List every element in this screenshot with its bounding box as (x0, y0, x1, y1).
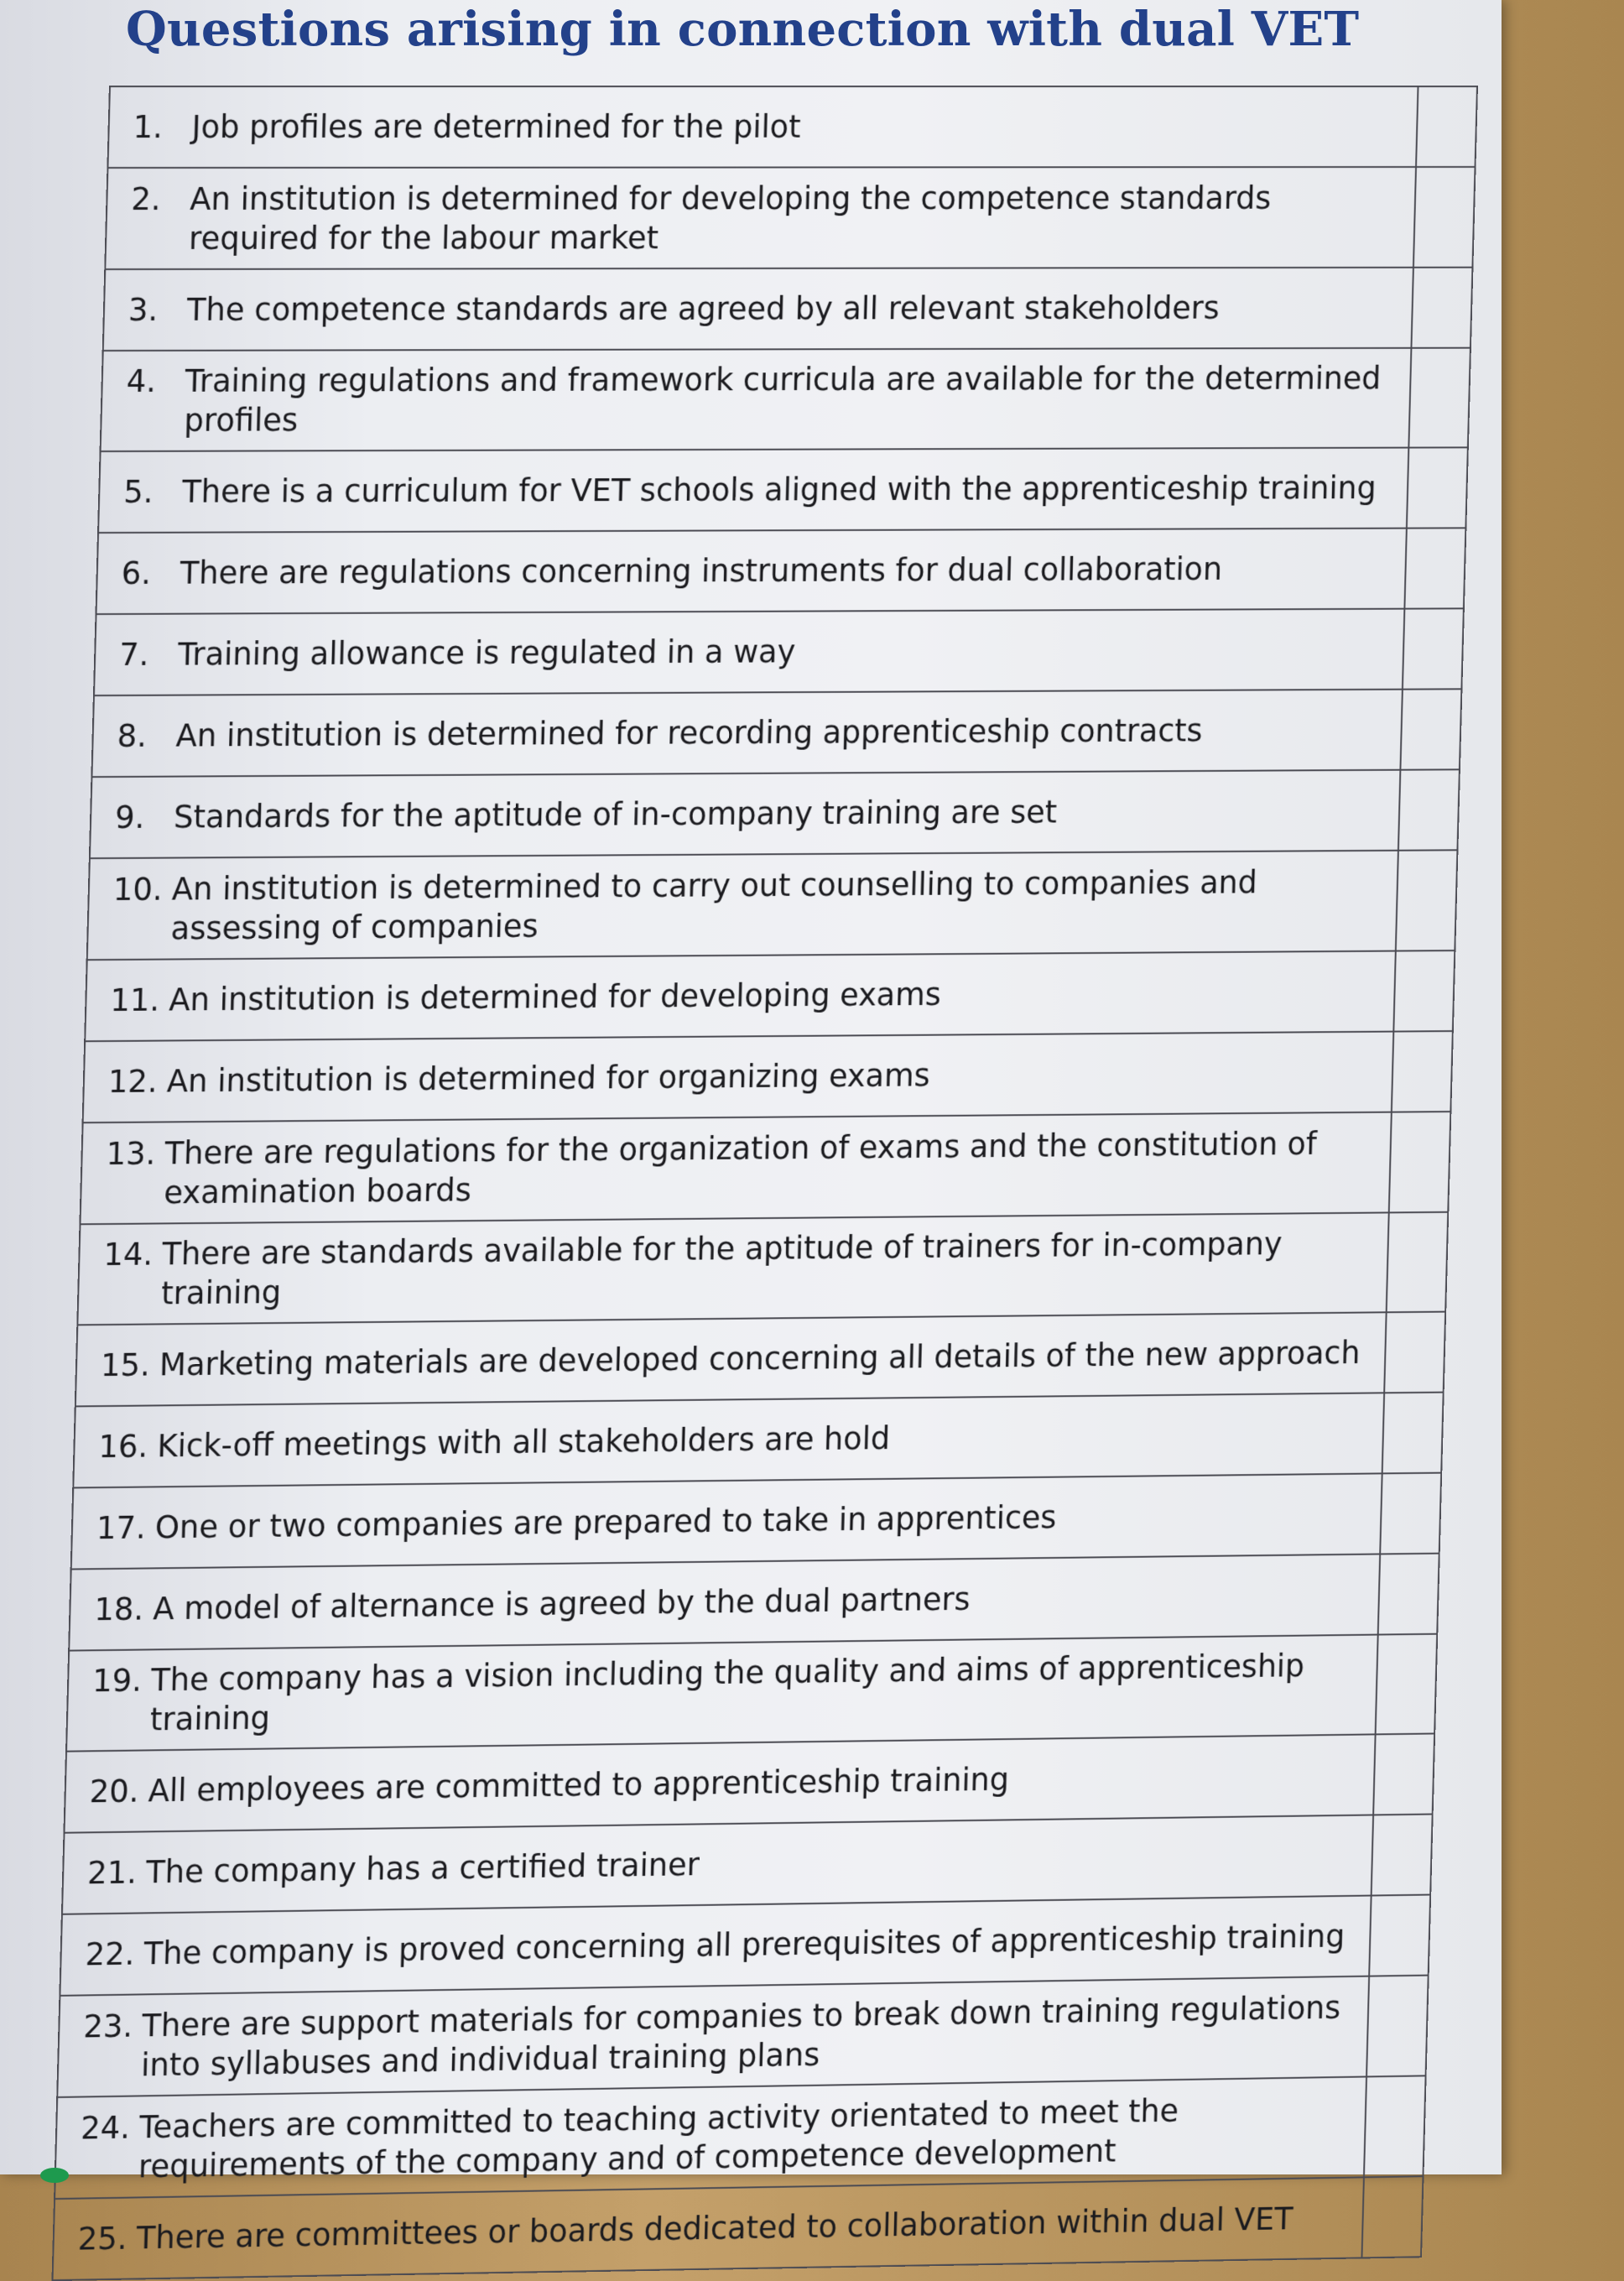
question-row (90, 769, 1460, 858)
question-text: Training regulations and framework curricula are available for the determined profiles (183, 360, 1382, 439)
question-content (94, 1575, 1362, 1629)
question-cell (101, 348, 1412, 451)
question-text: A model of alternance is agreed by the dual partners (152, 1581, 971, 1627)
question-text: There are support materials for companies to break down training regulations into syllabuses and individual training plans (140, 1989, 1341, 2083)
question-content (119, 629, 1387, 674)
question-cell (85, 951, 1396, 1042)
answer-checkbox-cell[interactable] (1387, 1212, 1449, 1312)
question-cell (66, 1635, 1378, 1752)
question-text: An institution is determined to carry out counselling to companies and assessing of companies (170, 864, 1258, 947)
answer-checkbox-cell[interactable] (1392, 1031, 1453, 1112)
green-pen-tip-icon (40, 2168, 69, 2183)
question-text: The company is proved concerning all prerequisites of apprenticeship training (143, 1918, 1346, 1972)
question-row (83, 1031, 1453, 1122)
question-cell (94, 609, 1404, 695)
question-content (115, 791, 1383, 837)
question-number: 18. (93, 1591, 144, 1628)
question-content (107, 1052, 1376, 1101)
question-number: 4. (126, 362, 157, 399)
question-content (105, 1123, 1374, 1212)
question-number: 22. (85, 1935, 136, 1973)
question-cell (71, 1473, 1382, 1569)
question-cell (107, 86, 1418, 168)
question-content (87, 1836, 1356, 1893)
question-text: Kick-off meetings with all stakeholders are hold (156, 1420, 891, 1465)
question-text: Marketing materials are developed concerning all details of the new approach (159, 1335, 1361, 1383)
question-number: 1. (133, 108, 164, 145)
question-cell (73, 1393, 1384, 1487)
question-number: 9. (114, 799, 146, 836)
answer-checkbox-cell[interactable] (1384, 1312, 1445, 1393)
question-number: 13. (106, 1135, 157, 1172)
question-cell (90, 770, 1401, 858)
question-text: There are regulations concerning instruments for dual collaboration (180, 551, 1223, 591)
question-text: There are standards available for the aptitude of trainers for in-company training (160, 1226, 1283, 1312)
question-content (133, 107, 1400, 147)
question-content (130, 178, 1399, 258)
question-content (121, 549, 1389, 593)
question-cell (98, 448, 1408, 533)
answer-checkbox-cell[interactable] (1378, 1554, 1439, 1635)
question-number: 21. (86, 1854, 138, 1892)
question-content (96, 1494, 1364, 1548)
question-content (128, 289, 1395, 330)
question-cell (96, 529, 1407, 614)
question-number: 24. (80, 2109, 131, 2147)
question-text: An institution is determined for developing exams (168, 976, 942, 1018)
question-row (80, 1112, 1450, 1224)
question-number: 16. (97, 1428, 148, 1466)
answer-checkbox-cell[interactable] (1398, 769, 1460, 850)
question-row (101, 348, 1470, 451)
answer-checkbox-cell[interactable] (1393, 950, 1455, 1032)
question-number: 2. (130, 180, 162, 217)
question-cell (91, 690, 1402, 777)
question-cell (75, 1312, 1387, 1406)
answer-checkbox-cell[interactable] (1411, 268, 1472, 348)
question-cell (80, 1112, 1391, 1225)
question-text: The company has a certified trainer (145, 1846, 700, 1891)
question-number: 11. (109, 982, 160, 1018)
question-text: One or two companies are prepared to take in apprentices (154, 1499, 1057, 1546)
question-content (98, 1414, 1366, 1466)
question-row (75, 1312, 1445, 1407)
question-number: 25. (77, 2220, 128, 2258)
question-text: Training allowance is regulated in a way (177, 633, 796, 673)
questions-table-wrapper (55, 86, 1478, 2258)
question-text: The competence standards are agreed by all relevant stakeholders (186, 289, 1221, 328)
question-text: Standards for the aptitude of in-company training are set (173, 794, 1058, 836)
question-row (105, 167, 1475, 269)
answer-checkbox-cell[interactable] (1400, 689, 1461, 769)
question-number: 17. (96, 1509, 147, 1547)
question-row (71, 1473, 1442, 1570)
answer-checkbox-cell[interactable] (1407, 447, 1468, 528)
question-number: 14. (102, 1236, 154, 1273)
answer-checkbox-cell[interactable] (1366, 1976, 1429, 2077)
question-number: 7. (118, 636, 150, 673)
question-cell (105, 167, 1416, 269)
question-content (102, 1224, 1372, 1315)
answer-checkbox-cell[interactable] (1413, 167, 1476, 268)
question-row (98, 447, 1468, 533)
answer-checkbox-cell[interactable] (1369, 1895, 1430, 1976)
question-text: An institution is determined for organizing exams (166, 1057, 931, 1100)
question-content (82, 1987, 1352, 2086)
question-number: 6. (121, 555, 152, 591)
question-content (79, 2088, 1349, 2187)
question-row (85, 950, 1455, 1041)
answer-checkbox-cell[interactable] (1372, 1814, 1433, 1895)
question-row (96, 528, 1466, 614)
question-content (110, 971, 1378, 1020)
question-text: Job profiles are determined for the pilot (191, 108, 802, 145)
question-number: 19. (91, 1662, 143, 1700)
question-row (91, 689, 1461, 777)
question-number: 10. (112, 871, 164, 908)
question-row (87, 850, 1458, 960)
question-number: 20. (89, 1773, 140, 1810)
question-number: 23. (82, 2008, 133, 2044)
question-number: 8. (117, 717, 148, 754)
question-text: Teachers are committed to teaching activity orientated to meet the requirements of the company and of competence development (138, 2092, 1179, 2185)
question-number: 5. (122, 473, 154, 510)
answer-checkbox-cell[interactable] (1361, 2176, 1423, 2258)
question-content (89, 1755, 1357, 1811)
question-row (66, 1634, 1437, 1752)
answer-checkbox-cell[interactable] (1416, 86, 1477, 167)
question-row (107, 86, 1477, 168)
question-cell (83, 1032, 1394, 1123)
question-row (94, 608, 1464, 695)
question-text: The company has a vision including the quality and aims of apprenticeship training (149, 1648, 1305, 1738)
answer-checkbox-cell[interactable] (1403, 608, 1464, 689)
answer-checkbox-cell[interactable] (1373, 1733, 1434, 1815)
question-text: There are committees or boards dedicated to collaboration within dual VET (136, 2200, 1293, 2257)
question-number: 3. (128, 291, 159, 328)
question-content (100, 1333, 1368, 1385)
question-text: An institution is determined for developing the competence standards required for the labour market (188, 180, 1272, 257)
question-text: All employees are committed to apprenticeship training (148, 1761, 1010, 1810)
question-number: 15. (100, 1346, 151, 1384)
question-content (77, 2198, 1346, 2258)
answer-checkbox-cell[interactable] (1382, 1393, 1444, 1474)
question-text: There is a curriculum for VET schools aligned with the apprenticeship training (181, 470, 1377, 510)
question-text: An institution is determined for recording apprenticeship contracts (175, 712, 1204, 754)
question-cell (87, 851, 1398, 960)
questions-table (51, 86, 1478, 2281)
questions-table-body (53, 86, 1478, 2280)
question-cell (69, 1554, 1380, 1650)
page-title: Questions arising in connection with dual VET (126, 2, 1360, 57)
answer-checkbox-cell[interactable] (1380, 1473, 1441, 1555)
answer-checkbox-cell[interactable] (1404, 528, 1465, 608)
question-content (112, 862, 1381, 948)
answer-checkbox-cell[interactable] (1408, 348, 1470, 448)
question-content (123, 468, 1391, 512)
answer-checkbox-cell[interactable] (1396, 850, 1458, 950)
question-content (85, 1917, 1353, 1975)
answer-checkbox-cell[interactable] (1376, 1634, 1438, 1735)
question-row (77, 1212, 1448, 1325)
answer-checkbox-cell[interactable] (1389, 1112, 1451, 1212)
question-cell (103, 268, 1413, 351)
question-cell (77, 1212, 1388, 1325)
question-number: 12. (107, 1063, 159, 1101)
question-text: There are regulations for the organization of exams and the constitution of examination boards (163, 1125, 1318, 1211)
answer-checkbox-cell[interactable] (1364, 2075, 1426, 2177)
question-content (117, 711, 1385, 756)
question-content (125, 359, 1394, 440)
question-content (91, 1646, 1360, 1741)
question-row (103, 268, 1473, 351)
question-row (73, 1393, 1443, 1488)
